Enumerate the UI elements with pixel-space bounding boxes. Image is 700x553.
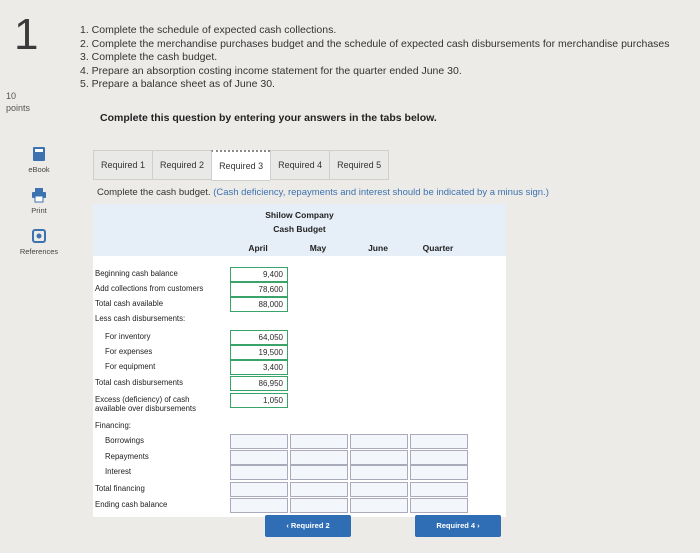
- cash-budget-table: [93, 204, 506, 517]
- column-june: June: [368, 243, 388, 253]
- cell-may[interactable]: [290, 434, 348, 449]
- task-item: 5. Prepare a balance sheet as of June 30.: [80, 78, 275, 90]
- column-may: May: [309, 243, 327, 253]
- prompt-main: Complete the cash budget.: [97, 187, 211, 198]
- row-label: Total cash available: [95, 299, 164, 308]
- cell-may[interactable]: [290, 482, 348, 497]
- cell-quarter[interactable]: [410, 434, 468, 449]
- cell-june[interactable]: [350, 434, 408, 449]
- cell-quarter[interactable]: [410, 450, 468, 465]
- cell-may[interactable]: [290, 498, 348, 513]
- cell-june[interactable]: [350, 498, 408, 513]
- tab-required-2[interactable]: Required 2: [152, 150, 211, 180]
- task-item: 3. Complete the cash budget.: [80, 51, 218, 63]
- cell-quarter[interactable]: [410, 482, 468, 497]
- table-title: Cash Budget: [273, 224, 326, 234]
- cell-may[interactable]: [290, 450, 348, 465]
- task-list: [80, 24, 670, 92]
- question-number: 1: [14, 10, 39, 59]
- task-item: 4. Prepare an absorption costing income statement for the quarter ended June 30.: [80, 64, 462, 77]
- sidebar-ebook-label: eBook: [28, 165, 50, 174]
- prompt-text: [97, 187, 549, 198]
- cell-april[interactable]: [230, 498, 288, 513]
- cell-april[interactable]: 1,050: [230, 393, 288, 408]
- row-label: Beginning cash balance: [95, 269, 178, 278]
- sidebar-references[interactable]: [8, 228, 70, 256]
- row-label: Borrowings: [105, 436, 144, 445]
- row-label: Excess (deficiency) of cash available over disbursements: [95, 395, 196, 413]
- cell-april[interactable]: [230, 482, 288, 497]
- prev-button-label: Required 2: [290, 521, 330, 530]
- next-button[interactable]: Required 4 ›: [415, 515, 501, 537]
- column-quarter: Quarter: [422, 243, 454, 253]
- row-label: For inventory: [105, 332, 151, 341]
- cell-april[interactable]: 3,400: [230, 360, 288, 375]
- references-icon: [31, 228, 47, 244]
- tab-required-1[interactable]: Required 1: [93, 150, 152, 180]
- cell-april[interactable]: 86,950: [230, 376, 288, 391]
- prev-button[interactable]: ‹ Required 2: [265, 515, 351, 537]
- task-item: 2. Complete the merchandise purchases budget and the schedule of expected cash disbursements for merchandise purchases: [80, 37, 670, 50]
- row-label: For expenses: [105, 347, 153, 356]
- cell-may[interactable]: [290, 465, 348, 480]
- points-value: 10 points: [6, 91, 31, 113]
- prompt-note: (Cash deficiency, repayments and interest should be indicated by a minus sign.): [213, 187, 549, 198]
- row-label: Ending cash balance: [95, 500, 168, 509]
- cell-april[interactable]: [230, 434, 288, 449]
- cell-april[interactable]: 64,050: [230, 330, 288, 345]
- cell-april[interactable]: 9,400: [230, 267, 288, 282]
- row-label: Interest: [105, 467, 132, 476]
- cell-april[interactable]: [230, 465, 288, 480]
- row-label: Repayments: [105, 452, 149, 461]
- row-label: Total cash disbursements: [95, 378, 183, 387]
- cell-april[interactable]: 19,500: [230, 345, 288, 360]
- company-name: Shilow Company: [265, 210, 334, 220]
- cell-june[interactable]: [350, 482, 408, 497]
- row-label: Total financing: [95, 484, 145, 493]
- row-label: Add collections from customers: [95, 284, 204, 293]
- points-label: [6, 90, 30, 114]
- row-label: For equipment: [105, 362, 156, 371]
- cell-june[interactable]: [350, 450, 408, 465]
- cell-june[interactable]: [350, 465, 408, 480]
- sidebar-print[interactable]: [8, 187, 70, 215]
- cell-april[interactable]: 88,000: [230, 297, 288, 312]
- instruction-text: Complete this question by entering your answers in the tabs below.: [100, 112, 437, 124]
- row-label: Less cash disbursements:: [95, 314, 186, 323]
- tab-bar: [93, 150, 389, 178]
- tab-required-5[interactable]: Required 5: [329, 150, 389, 180]
- sidebar-print-label: Print: [31, 206, 47, 215]
- sidebar-references-label: References: [19, 247, 59, 256]
- sidebar-ebook[interactable]: [8, 146, 70, 174]
- next-button-label: Required 4: [436, 521, 476, 530]
- task-item: 1. Complete the schedule of expected cash collections.: [80, 24, 337, 36]
- cell-april[interactable]: [230, 450, 288, 465]
- row-label: Financing:: [95, 421, 131, 430]
- ebook-icon: [31, 146, 47, 162]
- cell-quarter[interactable]: [410, 498, 468, 513]
- tab-required-4[interactable]: Required 4: [270, 150, 329, 180]
- cell-april[interactable]: 78,600: [230, 282, 288, 297]
- tab-required-3[interactable]: Required 3: [211, 150, 270, 181]
- column-april: April: [248, 243, 268, 253]
- cell-quarter[interactable]: [410, 465, 468, 480]
- print-icon: [31, 187, 47, 203]
